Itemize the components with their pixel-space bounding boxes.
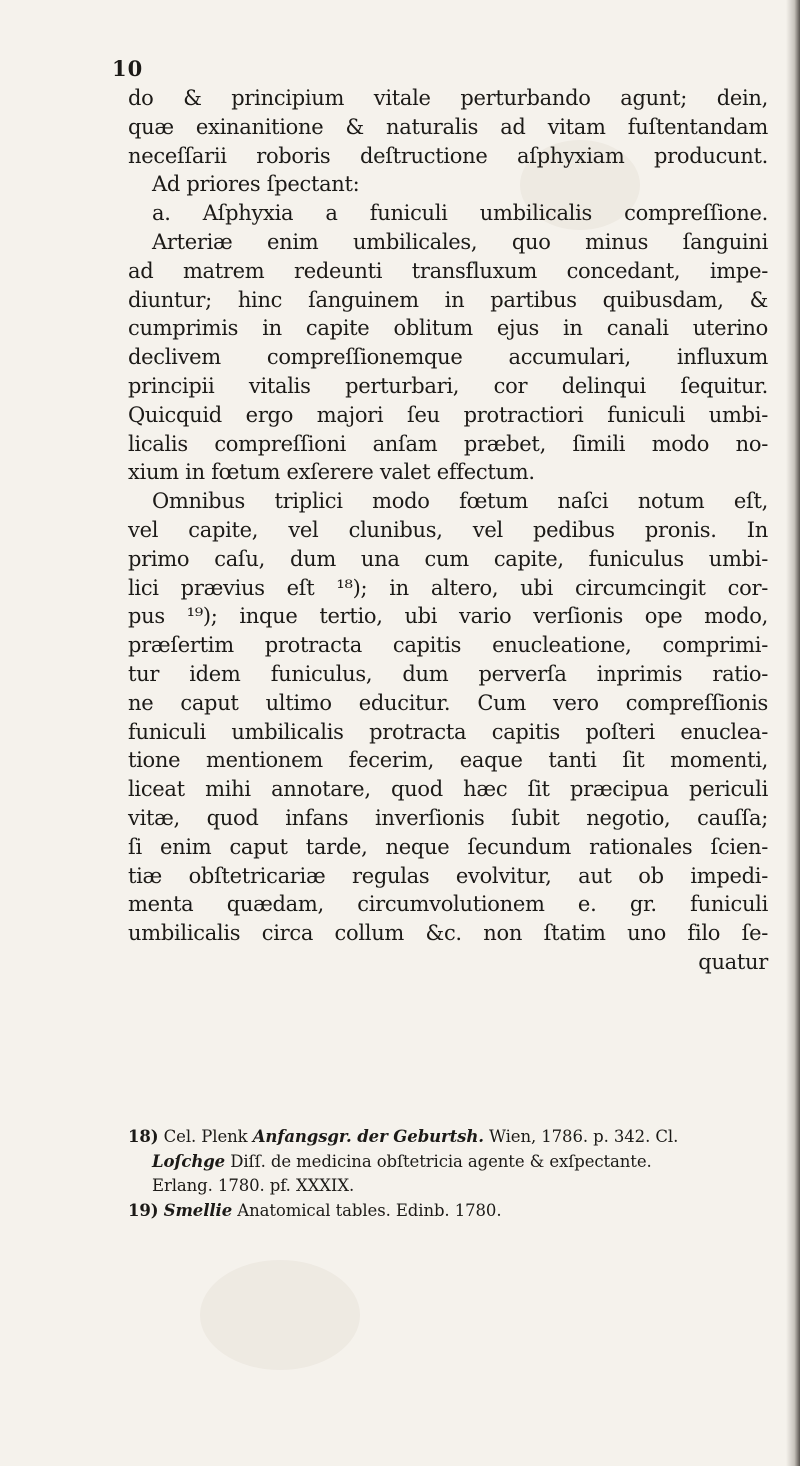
- footnote-mark: 19): [128, 1200, 159, 1220]
- text-line: præſertim protracta capitis enucleatione, comprimi-: [128, 633, 768, 658]
- footnote-mark: 18): [128, 1127, 159, 1146]
- text-line: cumprimis in capite oblitum ejus in canali uterino: [128, 316, 768, 341]
- text-line: funiculi umbilicalis protracta capitis poſteri enuclea-: [128, 719, 768, 744]
- main-text: [128, 84, 768, 977]
- page-number: 10: [112, 56, 144, 81]
- footnote-citation: Wien, 1786. p. 342. Cl.: [489, 1127, 679, 1146]
- text-line: ne caput ultimo educitur. Cum vero compreſſionis: [128, 690, 768, 715]
- footnote-author: Loſchge: [152, 1151, 226, 1171]
- footnote-19: [128, 1199, 768, 1224]
- text-line: xium in fœtum exſerere valet effectum.: [128, 460, 535, 485]
- text-line: pus ¹⁹); inque tertio, ubi vario verſionis ope modo,: [128, 604, 768, 629]
- footnote-18: [128, 1125, 768, 1150]
- text-line: vel capite, vel clunibus, vel pedibus pronis. In: [128, 517, 768, 542]
- text-line: liceat mihi annotare, quod hæc ſit præcipua periculi: [128, 777, 768, 802]
- text-line: neceſſarii roboris deſtructione aſphyxiam producunt.: [128, 143, 768, 168]
- footnote-title: Anfangsgr. der Geburtsh.: [252, 1127, 484, 1146]
- section-heading: a. Aſphyxia a funiculi umbilicalis compreſſione.: [152, 201, 768, 226]
- text-line: Ad priores ſpectant:: [152, 172, 360, 197]
- page-edge-shadow: [786, 0, 800, 1466]
- text-line: ad matrem redeunti transfluxum concedant, impe-: [128, 258, 768, 283]
- footnote-18-continuation: [128, 1150, 768, 1175]
- text-line: tione mentionem fecerim, eaque tanti ſit momenti,: [128, 748, 768, 773]
- footnotes: [128, 1125, 768, 1223]
- text-line: Quicquid ergo majori ſeu protractiori funiculi umbi-: [128, 402, 768, 427]
- text-line: tiæ obſtetricariæ regulas evolvitur, aut ob impedi-: [128, 863, 768, 888]
- text-line: licalis compreſſioni anſam præbet, ſimili modo no-: [128, 431, 768, 456]
- footnote-citation: Anatomical tables. Edinb. 1780.: [237, 1200, 502, 1220]
- text-line: principii vitalis perturbari, cor delinqui ſequitur.: [128, 373, 768, 398]
- text-line: do & principium vitale perturbando agunt; dein,: [128, 86, 768, 110]
- text-line: umbilicalis circa collum &c. non ſtatim uno filo ſe-: [128, 921, 768, 946]
- text-line: primo caſu, dum una cum capite, funiculus umbi-: [128, 546, 768, 571]
- text-line: menta quædam, circumvolutionem e. gr. funiculi: [128, 892, 768, 917]
- footnote-author: Cel. Plenk: [163, 1127, 248, 1146]
- catchword: quatur: [698, 949, 768, 974]
- text-line: Omnibus triplici modo fœtum naſci notum eſt,: [152, 489, 768, 514]
- text-line: Arteriæ enim umbilicales, quo minus ſanguini: [152, 229, 768, 254]
- text-line: vitæ, quod infans inverſionis ſubit negotio, cauſſa;: [128, 805, 768, 830]
- paper-stain: [200, 1260, 360, 1370]
- footnote-citation: Diſſ. de medicina obſtetricia agente & exſpectante.: [230, 1151, 652, 1171]
- footnote-author: Smellie: [163, 1200, 233, 1220]
- text-line: ſi enim caput tarde, neque ſecundum rationales ſcien-: [128, 834, 768, 859]
- text-line: diuntur; hinc ſanguinem in partibus quibusdam, &: [128, 287, 768, 312]
- text-line: lici prævius eſt ¹⁸); in altero, ubi circumcingit cor-: [128, 575, 768, 600]
- text-line: tur idem funiculus, dum perverſa inprimis ratio-: [128, 661, 768, 686]
- footnote-18-continuation: Erlang. 1780. pf. XXXIX.: [152, 1176, 355, 1195]
- text-line: quæ exinanitione & naturalis ad vitam fuſtentandam: [128, 114, 768, 139]
- text-line: declivem compreſſionemque accumulari, influxum: [128, 345, 768, 370]
